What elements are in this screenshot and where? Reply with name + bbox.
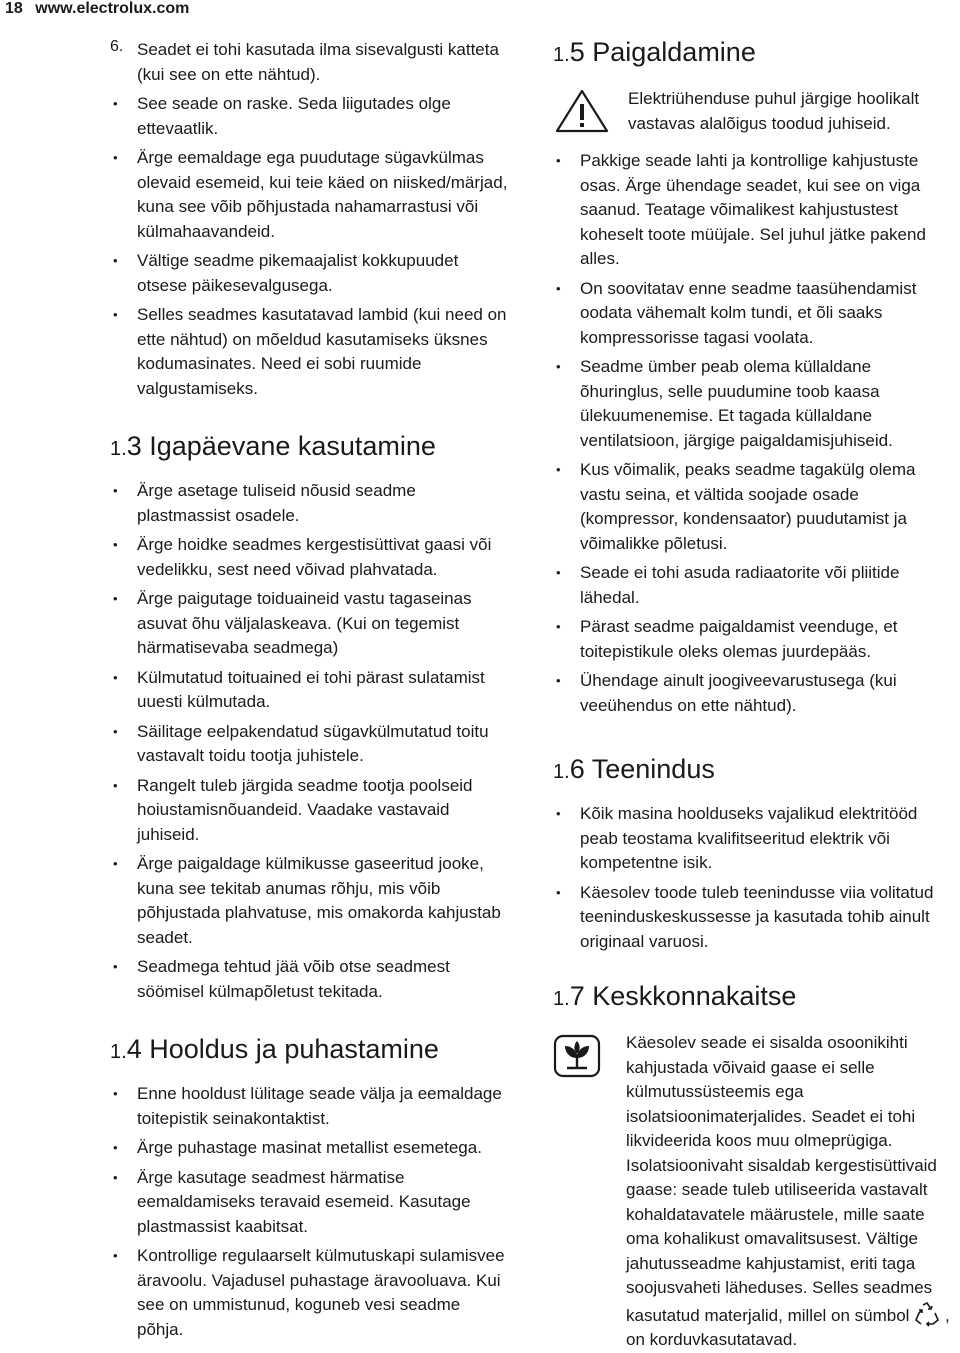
list-item: • Ärge puhastage masinat metallist esemetega.: [110, 1136, 510, 1161]
warning-box: [553, 87, 953, 137]
section-heading: 1.5 Paigaldamine: [553, 37, 756, 67]
section-heading: 1.3 Igapäevane kasutamine: [110, 431, 436, 461]
numbered-item: [110, 38, 510, 87]
list-item: • Kus võimalik, peaks seadme tagakülg olema vastu seina, et vältida soojade osade (kompressor, kondensaator) puudutamist ja võimalikke põletusi.: [553, 458, 953, 556]
list-item: • Pärast seadme paigaldamist veenduge, et toitepistikule oleks olemas juurdepääs.: [553, 615, 953, 664]
section-1-4: [110, 1033, 510, 1347]
list-item: • Ärge eemaldage ega puudutage sügavkülmas olevaid esemeid, kui teie käed on niisked/märjad, kuna see võib põhjustada nahamarrastusi või külmahaavandeid.: [110, 146, 510, 244]
list-item: • On soovitatav enne seadme taasühendamist oodata vähemalt kolm tundi, et õli saaks kompressorisse tagasi voolata.: [553, 277, 953, 351]
list-item: • Selles seadmes kasutatavad lambid (kui need on ette nähtud) on mõeldud kasutamiseks üksnes kodumasinates. Need ei sobi ruumide valgustamiseks.: [110, 303, 510, 401]
list-item: • Enne hooldust lülitage seade välja ja eemaldage toitepistik seinakontaktist.: [110, 1082, 510, 1131]
list-item: • Ühendage ainult joogiveevarustusega (kui veeühendus on ette nähtud).: [553, 669, 953, 718]
list-item: • Käesolev toode tuleb teenindusse viia volitatud teeninduskeskussesse ja kasutada tohib ainult originaal varuosi.: [553, 881, 953, 955]
list-item: • Ärge kasutage seadmest härmatise eemaldamiseks teravaid esemeid. Kasutage plastmassist kaabitsat.: [110, 1166, 510, 1240]
item-text: Seadet ei tohi kasutada ilma sisevalgusti katteta (kui see on ette nähtud).: [137, 40, 499, 84]
section-heading: 1.6 Teenindus: [553, 754, 715, 784]
recycle-icon: [914, 1301, 940, 1327]
page-number: 18: [5, 0, 23, 17]
intro-bullets: [110, 92, 510, 401]
list-item: • Seadmega tehtud jää võib otse seadmest söömisel külmapõletust tekitada.: [110, 955, 510, 1004]
warning-triangle-icon: [553, 87, 613, 137]
list-item: • Seade ei tohi asuda radiaatorite või pliitide lähedal.: [553, 561, 953, 610]
bullet-list: [110, 479, 510, 1004]
list-item: • Pakkige seade lahti ja kontrollige kahjustuste osas. Ärge ühendage seadet, kui see on viga saanud. Teatage võimalikest kahjustustest koheselt toote müüjale. Sel juhul jätke pakend alles.: [553, 149, 953, 272]
list-item: • Ärge hoidke seadmes kergestisüttivat gaasi või vedelikku, sest need võivad plahvatada.: [110, 533, 510, 582]
bullet-list: [553, 802, 953, 954]
bullet-list: [553, 149, 953, 718]
warning-text: Elektriühenduse puhul järgige hoolikalt vastavas alalõigus toodud juhiseid.: [628, 89, 920, 133]
list-item: • Kõik masina hoolduseks vajalikud elektritööd peab teostama kvalifitseeritud elektrik või kompetentne isik.: [553, 802, 953, 876]
list-item: • Säilitage eelpakendatud sügavkülmutatud toitu vastavalt toidu tootja juhistele.: [110, 720, 510, 769]
section-1-6: [553, 753, 953, 959]
list-item: • Seadme ümber peab olema küllaldane õhuringlus, selle puudumine toob kaasa ülekuumenemise. Et tagada küllaldane ventilatsioon, järgige paigaldamisjuhiseid.: [553, 355, 953, 453]
page-header: [5, 0, 189, 18]
intro-list: [110, 38, 510, 406]
item-number: 6.: [110, 38, 124, 55]
environment-plant-icon: [553, 1034, 603, 1080]
environment-text: Käesolev seade ei sisalda osoonikihti kahjustada võivaid gaase ei selle külmutussüsteemis ega isolatsioonimaterjalides. Seadet ei tohi likvideerida koos muu olmeprügiga. Isolatsioonivaht sisaldab kergestisüttivaid gaase: seade tuleb utiliseerida vastavalt kohaldatavatele määrustele, mille saate oma kohalikust omavalitsusest. Vältige jahutusseadme kahjustamist, eriti taga soojusvaheti läheduses. Selles seadmes kasutatud materjalid, millel on sümbol , on korduvkasutatavad.: [626, 1033, 950, 1349]
section-heading: 1.7 Keskkonnakaitse: [553, 981, 797, 1011]
bullet-list: [110, 1082, 510, 1342]
section-1-5: [553, 36, 953, 723]
environment-box: [553, 1031, 953, 1353]
list-item: • Kontrollige regulaarselt külmutuskapi sulamisvee äravoolu. Vajadusel puhastage äravooluava. Kui see on ummistunud, koguneb vesi seadme põhja.: [110, 1244, 510, 1342]
section-1-7: [553, 980, 953, 1353]
list-item: • Ärge paigutage toiduaineid vastu tagaseinas asuvat õhu väljalaskeava. (Kui on tegemist härmatisevaba seadmega): [110, 587, 510, 661]
list-item: • Vältige seadme pikemaajalist kokkupuudet otsese päikesevalgusega.: [110, 249, 510, 298]
list-item: • Ärge paigaldage külmikusse gaseeritud jooke, kuna see tekitab anumas rõhju, mis võib põhjustada plahvatuse, mis omakorda kahjustab seadet.: [110, 852, 510, 950]
website-link[interactable]: www.electrolux.com: [35, 0, 190, 17]
list-item: • Ärge asetage tuliseid nõusid seadme plastmassist osadele.: [110, 479, 510, 528]
list-item: • Rangelt tuleb järgida seadme tootja poolseid hoiustamisnõuandeid. Vaadake vastavaid juhiseid.: [110, 774, 510, 848]
list-item: • Külmutatud toituained ei tohi pärast sulatamist uuesti külmutada.: [110, 666, 510, 715]
list-item: • See seade on raske. Seda liigutades olge ettevaatlik.: [110, 92, 510, 141]
section-1-3: [110, 430, 510, 1009]
section-heading: 1.4 Hooldus ja puhastamine: [110, 1034, 439, 1064]
